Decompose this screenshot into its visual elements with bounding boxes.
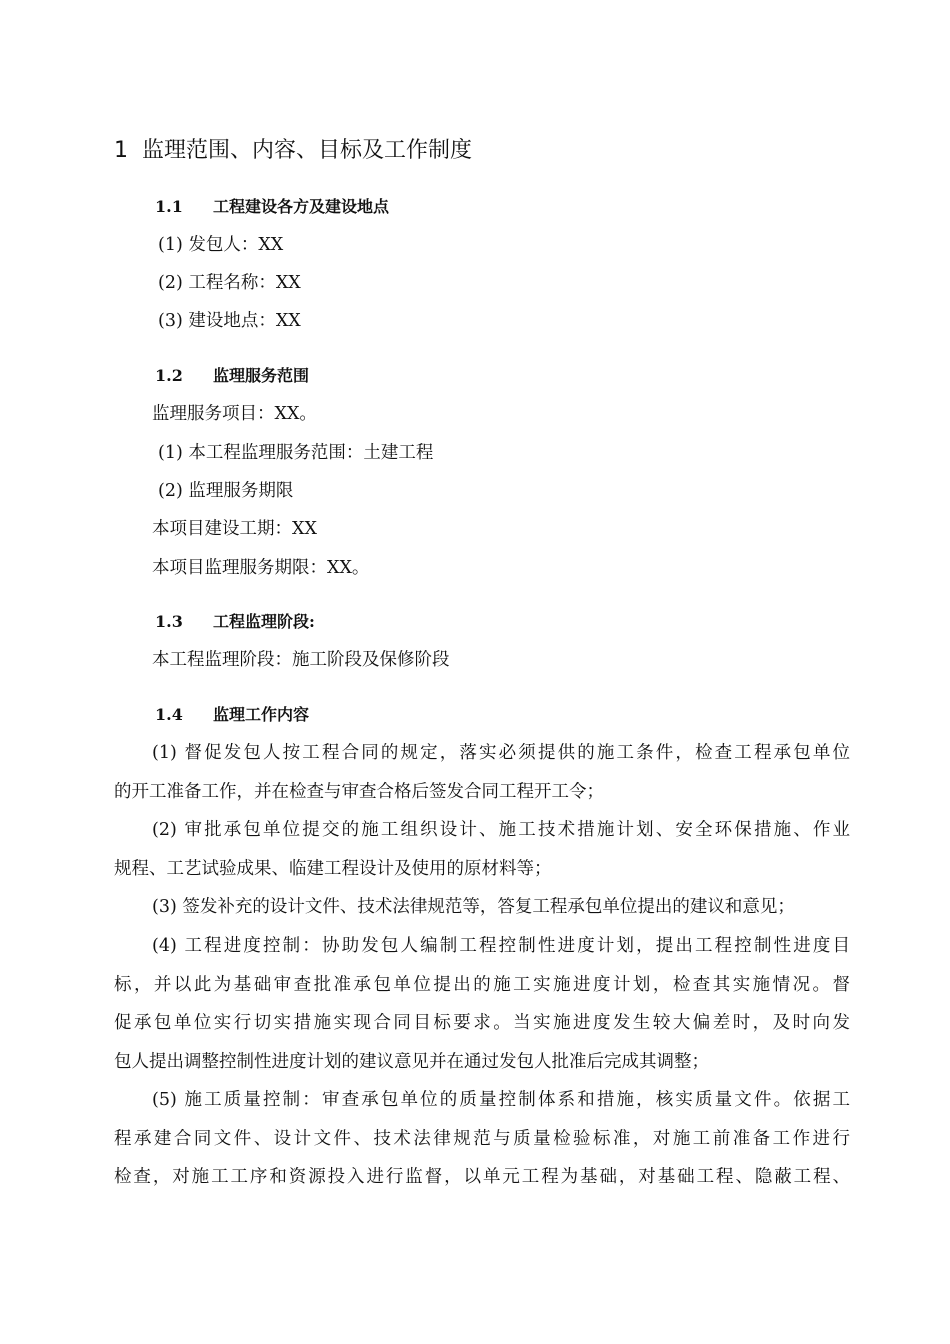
subsection-title: 工程监理阶段: — [213, 612, 315, 631]
paragraph-2 — [114, 811, 850, 888]
paragraph-line: (2) 审批承包单位提交的施工组织设计、施工技术措施计划、安全环保措施、作业 — [152, 820, 850, 840]
paragraph-4 — [114, 927, 850, 1081]
paragraph-line: (4) 工程进度控制：协助发包人编制工程控制性进度计划，提出工程控制性进度目 — [152, 936, 850, 956]
list-item: (2) 工程名称：XX — [158, 273, 301, 293]
subsection-heading-1-1 — [155, 194, 389, 220]
subsection-heading-1-4 — [155, 702, 309, 728]
subsection-number: 1.4 — [155, 705, 183, 724]
paragraph-3 — [114, 888, 850, 927]
text-line: (2) 监理服务期限 — [158, 481, 294, 501]
text-line: 本项目监理服务期限：XX。 — [152, 558, 370, 578]
subsection-heading-1-2 — [155, 363, 309, 389]
subsection-title: 监理工作内容 — [213, 705, 310, 724]
paragraph-line: 的开工准备工作，并在检查与审查合格后签发合同工程开工令； — [114, 781, 604, 802]
subsection-number: 1.3 — [155, 612, 183, 631]
section-heading — [114, 134, 472, 168]
subsection-heading-1-3 — [155, 609, 315, 635]
subsection-title: 工程建设各方及建设地点 — [213, 197, 390, 216]
paragraph-line: 包人提出调整控制性进度计划的建议意见并在通过发包人批准后完成其调整； — [114, 1051, 709, 1072]
section-number: 1 — [114, 138, 128, 163]
paragraph-line: (1) 督促发包人按工程合同的规定，落实必须提供的施工条件，检查工程承包单位 — [152, 743, 850, 763]
paragraph-line: 标，并以此为基础审查批准承包单位提出的施工实施进度计划，检查其实施情况。督 — [114, 974, 850, 995]
list-item: (3) 建设地点：XX — [158, 311, 301, 331]
list-item: (1) 发包人：XX — [158, 235, 284, 255]
paragraph-1 — [114, 734, 850, 811]
text-line: 监理服务项目：XX。 — [152, 404, 317, 424]
subsection-number: 1.1 — [155, 197, 183, 216]
paragraph-5 — [114, 1081, 850, 1197]
section-title: 监理范围、内容、目标及工作制度 — [142, 138, 473, 163]
text-line: 本工程监理阶段：施工阶段及保修阶段 — [152, 650, 450, 670]
paragraph-line: (3) 签发补充的设计文件、技术法律规范等，答复工程承包单位提出的建议和意见； — [152, 897, 795, 917]
subsection-title: 监理服务范围 — [213, 366, 310, 385]
paragraph-line: 检查，对施工工序和资源投入进行监督，以单元工程为基础，对基础工程、隐蔽工程、 — [114, 1167, 850, 1187]
text-line: (1) 本工程监理服务范围：土建工程 — [158, 443, 434, 463]
paragraph-line: 促承包单位实行切实措施实现合同目标要求。当实施进度发生较大偏差时，及时向发 — [114, 1013, 850, 1033]
subsection-number: 1.2 — [155, 366, 183, 385]
paragraph-line: 程承建合同文件、设计文件、技术法律规范与质量检验标准，对施工前准备工作进行 — [114, 1128, 850, 1149]
paragraph-line: (5) 施工质量控制：审查承包单位的质量控制体系和措施，核实质量文件。依据工 — [152, 1090, 850, 1110]
paragraph-line: 规程、工艺试验成果、临建工程设计及使用的原材料等； — [114, 858, 552, 879]
text-line: 本项目建设工期：XX — [152, 519, 317, 539]
